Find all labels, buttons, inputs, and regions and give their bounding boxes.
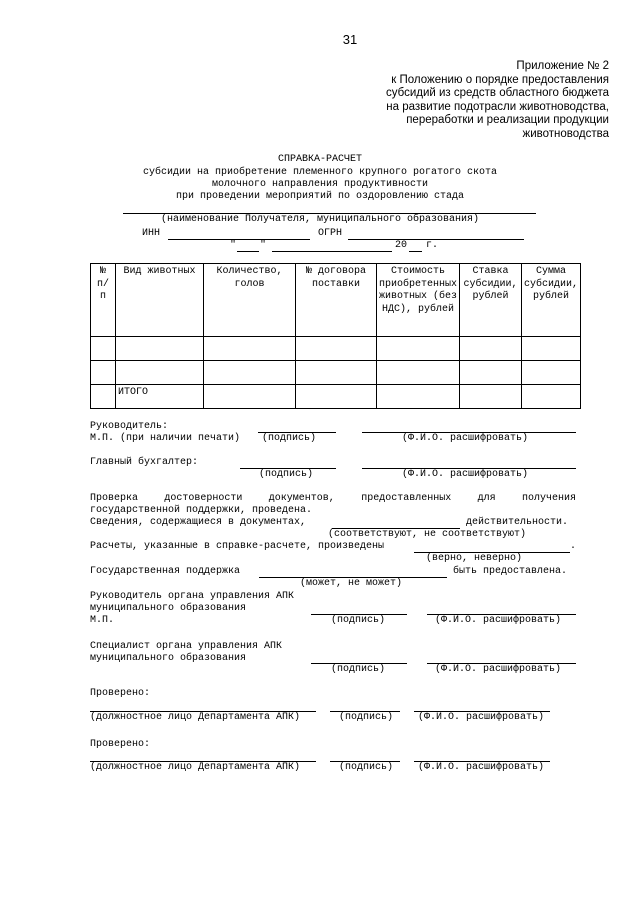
apk-head-label: Руководитель органа управления АПК xyxy=(90,591,295,602)
table-header-row xyxy=(91,264,581,337)
table-row xyxy=(91,337,581,361)
verification-line: действительности. xyxy=(466,517,569,528)
stamp-note: М.П. xyxy=(90,615,115,626)
table-cell[interactable] xyxy=(377,361,460,385)
table-header: Количество, голов xyxy=(204,264,296,337)
signature-caption: (подпись) xyxy=(331,615,386,626)
signature-caption: (подпись) xyxy=(331,664,386,675)
stamp-note: М.П. (при наличии печати) xyxy=(90,433,241,444)
apk-specialist-label: Специалист органа управления АПК xyxy=(90,641,283,652)
accountant-label: Главный бухгалтер: xyxy=(90,457,199,468)
table-cell[interactable] xyxy=(296,385,377,409)
signature-caption: (подпись) xyxy=(262,433,317,444)
table-cell[interactable] xyxy=(460,337,522,361)
table-cell[interactable] xyxy=(91,337,116,361)
official-caption: (должностное лицо Департамента АПК) xyxy=(90,762,301,773)
table-header: Вид животных xyxy=(116,264,204,337)
table-cell[interactable] xyxy=(377,385,460,409)
date-year-field[interactable] xyxy=(409,251,422,252)
appendix-line: на развитие подотрасли животноводства, xyxy=(386,100,609,113)
verification-line: государственной поддержки, проведена. xyxy=(90,505,313,516)
table-row xyxy=(91,361,581,385)
date-quote-open: " xyxy=(230,240,237,251)
total-label: ИТОГО xyxy=(116,385,204,409)
apk-head-label: муниципального образования xyxy=(90,603,247,614)
conformity-caption: (соответствуют, не соответствуют) xyxy=(328,529,527,540)
subsidy-table xyxy=(90,263,581,409)
inn-label: ИНН xyxy=(142,228,161,239)
signature-caption: (подпись) xyxy=(259,469,314,480)
table-cell[interactable] xyxy=(522,385,581,409)
title-subline: при проведении мероприятий по оздоровлению стада xyxy=(175,191,465,202)
date-quote-close: " xyxy=(260,240,267,251)
table-cell[interactable] xyxy=(296,337,377,361)
recipient-caption: (наименование Получателя, муниципального образования) xyxy=(160,214,480,225)
title-subline: молочного направления продуктивности xyxy=(211,179,429,190)
table-header: Ставка субсидии, рублей xyxy=(460,264,522,337)
table-cell[interactable] xyxy=(522,361,581,385)
appendix-line: Приложение № 2 xyxy=(516,60,609,72)
official-caption: (должностное лицо Департамента АПК) xyxy=(90,712,301,723)
table-header: № п/ п xyxy=(91,264,116,337)
appendix-note xyxy=(386,60,609,141)
table-cell[interactable] xyxy=(296,361,377,385)
year-prefix: 20 xyxy=(395,240,408,251)
page-number: 31 xyxy=(342,32,358,47)
verification-line: Сведения, содержащиеся в документах, xyxy=(90,517,307,528)
table-cell[interactable] xyxy=(204,337,296,361)
calculation-caption: (верно, неверно) xyxy=(426,553,523,564)
appendix-line: переработки и реализации продукции xyxy=(406,114,609,126)
verification-line: быть предоставлена. xyxy=(453,566,568,577)
table-cell[interactable] xyxy=(116,337,204,361)
fio-caption: (Ф.И.О. расшифровать) xyxy=(435,664,562,675)
appendix-line: к Положению о порядке предоставления xyxy=(391,73,609,86)
table-cell[interactable] xyxy=(204,361,296,385)
appendix-line: субсидий из средств областного бюджета xyxy=(385,87,609,99)
fio-caption: (Ф.И.О. расшифровать) xyxy=(402,469,529,480)
support-caption: (может, не может) xyxy=(300,578,403,589)
apk-specialist-label: муниципального образования xyxy=(90,653,247,664)
date-day-field[interactable] xyxy=(237,251,259,252)
table-header: Стоимость приобретенных животных (без НДС), рублей xyxy=(377,264,460,337)
fio-caption: (Ф.И.О. расшифровать) xyxy=(418,712,545,723)
signature-caption: (подпись) xyxy=(339,762,394,773)
table-cell[interactable] xyxy=(91,385,116,409)
signature-caption: (подпись) xyxy=(339,712,394,723)
table-header: № договора поставки xyxy=(296,264,377,337)
fio-caption: (Ф.И.О. расшифровать) xyxy=(418,762,545,773)
document-title: СПРАВКА-РАСЧЕТ xyxy=(277,154,362,165)
year-suffix: г. xyxy=(426,240,439,251)
checked-label: Проверено: xyxy=(90,739,151,750)
fio-caption: (Ф.И.О. расшифровать) xyxy=(435,615,562,626)
verification-line: Расчеты, указанные в справке-расчете, произведены xyxy=(90,541,385,552)
ogrn-label: ОГРН xyxy=(318,228,343,239)
appendix-line: животноводства xyxy=(522,127,609,140)
table-cell[interactable] xyxy=(116,361,204,385)
verification-line: Проверка достоверности документов, предоставленных для получения xyxy=(90,493,576,504)
table-cell[interactable] xyxy=(522,337,581,361)
table-cell[interactable] xyxy=(377,337,460,361)
fio-caption: (Ф.И.О. расшифровать) xyxy=(402,433,529,444)
head-label: Руководитель: xyxy=(90,421,169,432)
checked-label: Проверено: xyxy=(90,688,151,699)
table-cell[interactable] xyxy=(460,385,522,409)
table-total-row xyxy=(91,385,581,409)
table-cell[interactable] xyxy=(204,385,296,409)
date-month-field[interactable] xyxy=(272,251,392,252)
verification-line: Государственная поддержка xyxy=(90,566,241,577)
inn-field[interactable] xyxy=(168,239,310,240)
table-header: Сумма субсидии, рублей xyxy=(522,264,581,337)
title-subline: субсидии на приобретение племенного крупного рогатого скота xyxy=(142,167,498,178)
table-cell[interactable] xyxy=(460,361,522,385)
table-cell[interactable] xyxy=(91,361,116,385)
